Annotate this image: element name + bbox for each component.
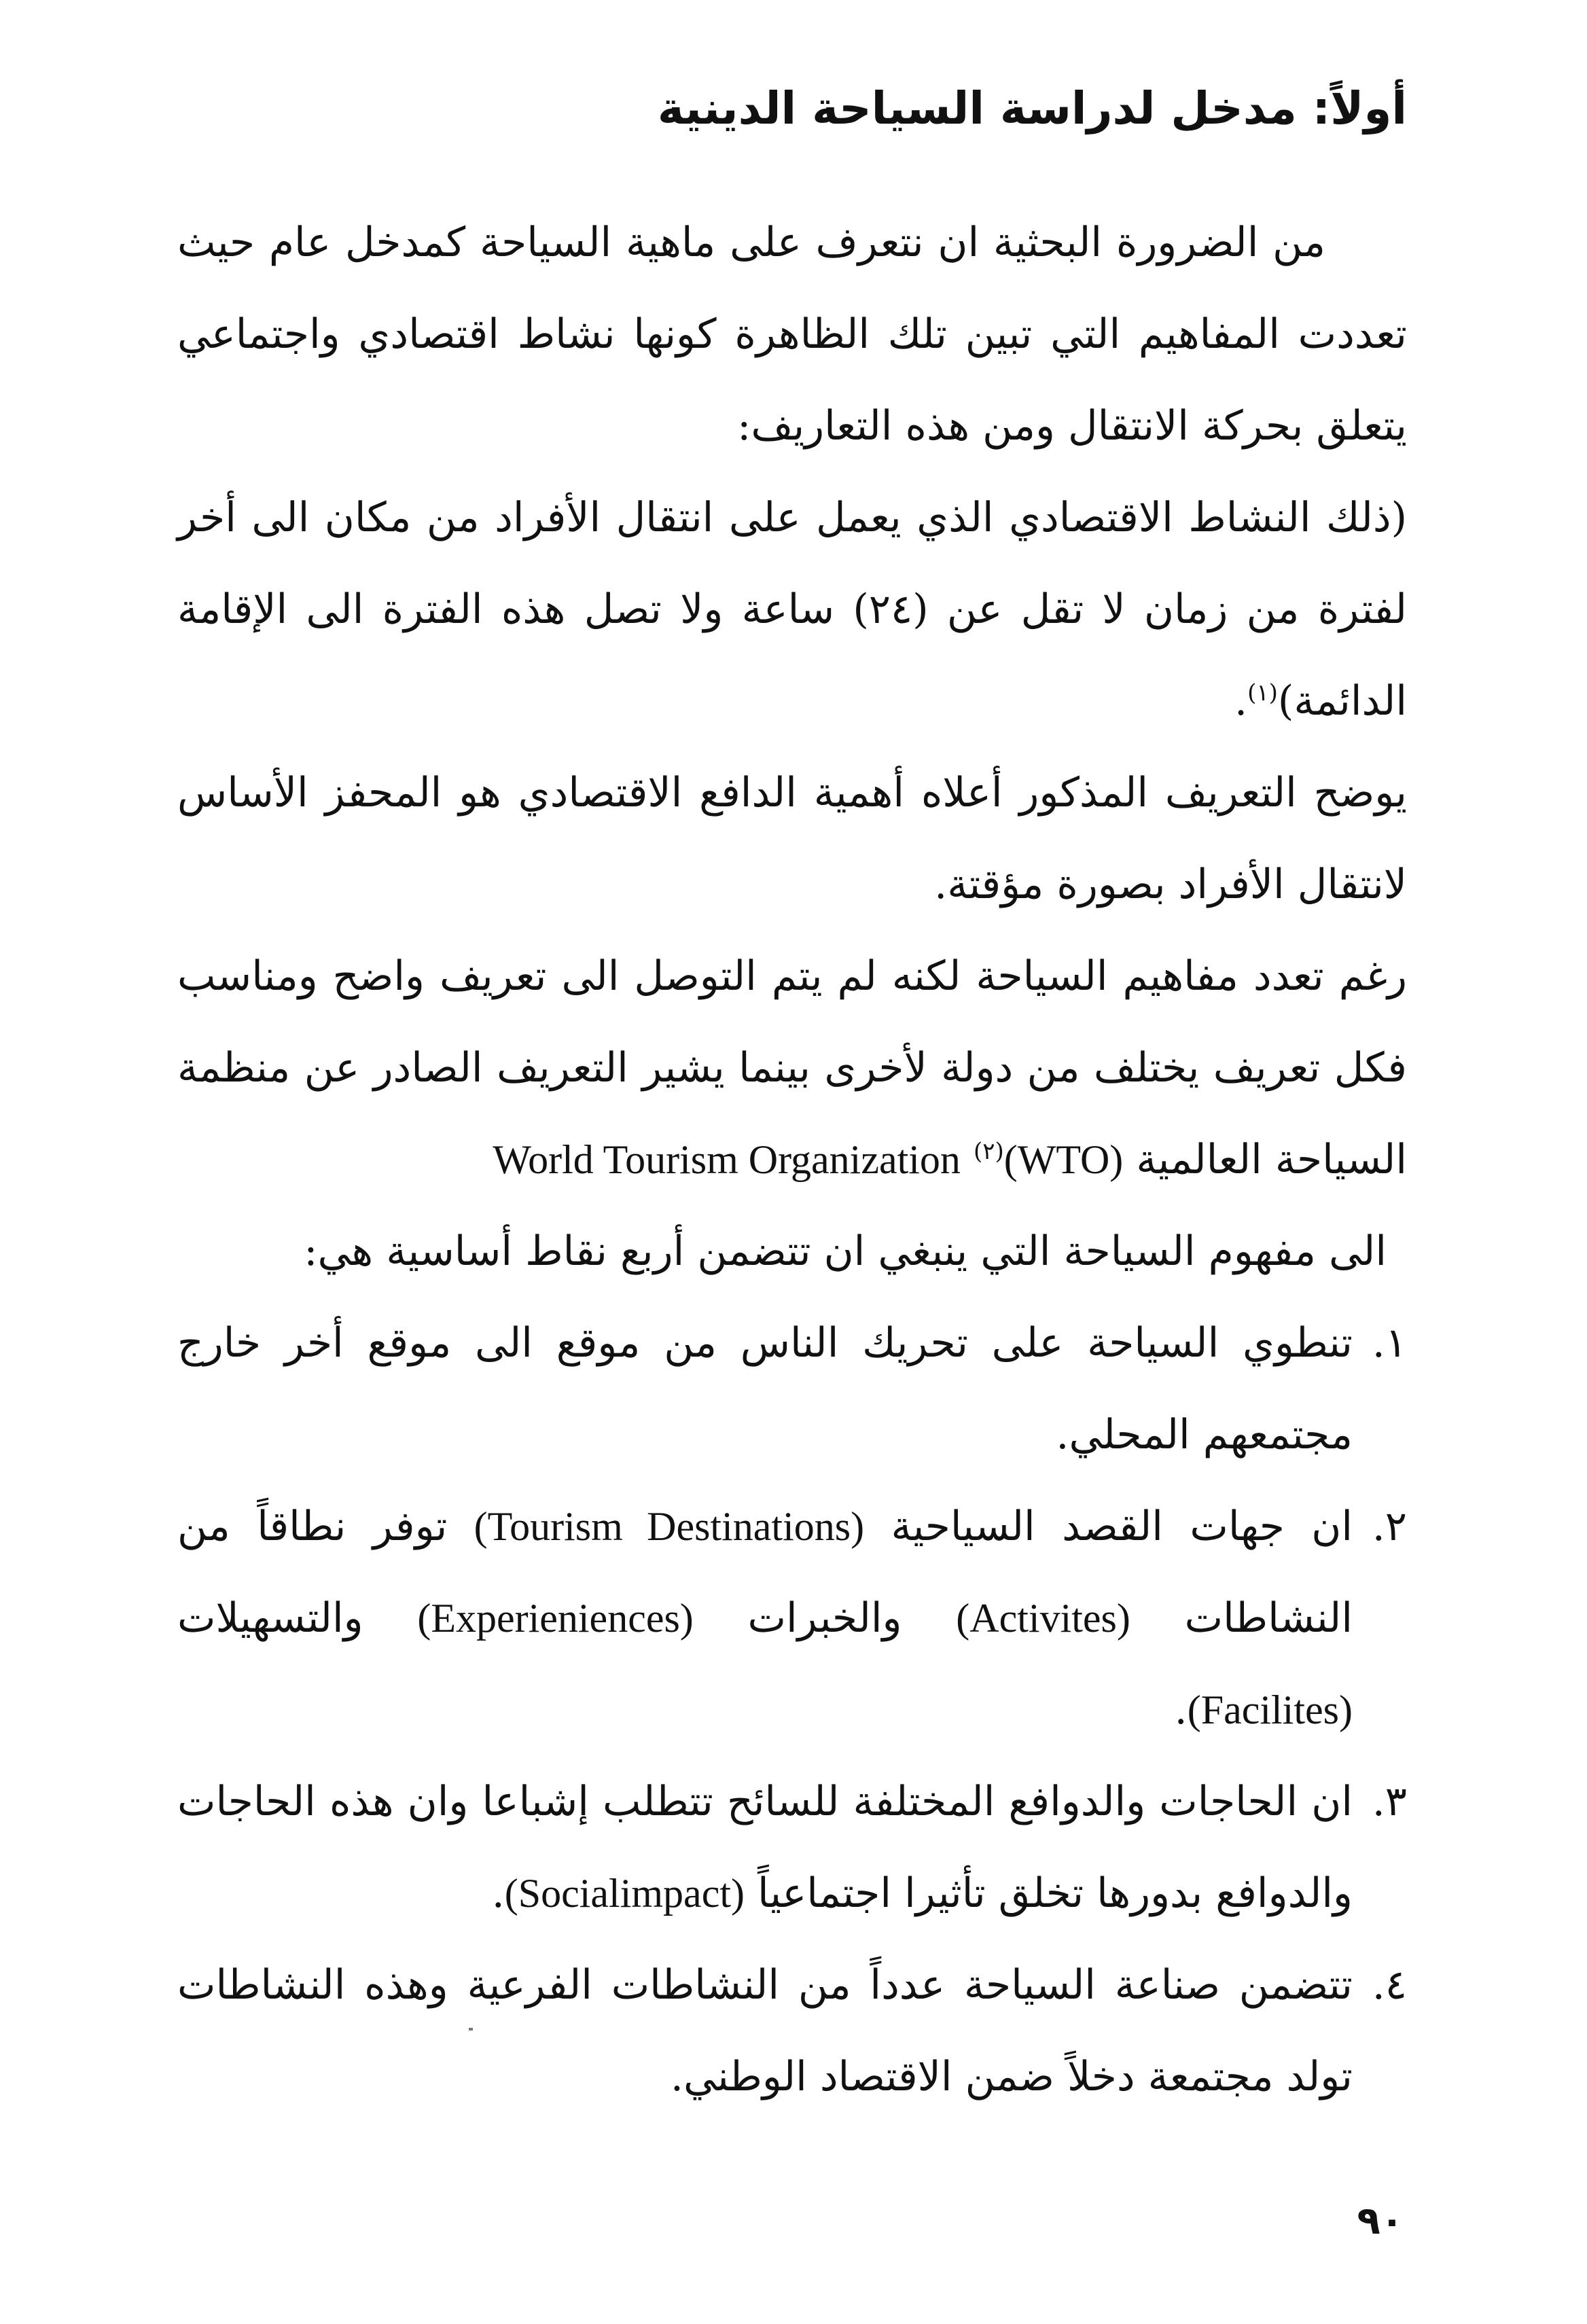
list-item <box>177 1481 1407 1756</box>
section-heading: أولاً: مدخل لدراسة السياحة الدينية <box>657 82 1407 135</box>
wto-paragraph <box>177 931 1407 1206</box>
footnote-ref-2: (٢) <box>974 1138 1004 1165</box>
list-item-term: (Activites) <box>956 1596 1130 1641</box>
list-item <box>177 1939 1407 2123</box>
wto-english-name: World Tourism Organization <box>493 1137 961 1182</box>
list-item-text: والتسهيلات <box>177 1594 418 1642</box>
list-item-text: والخبرات <box>693 1594 957 1642</box>
points-lead: الى مفهوم السياحة التي ينبغي ان تتضمن أربع نقاط أساسية هي: <box>304 1228 1387 1275</box>
list-item-number: ٤. <box>1372 1961 1407 2009</box>
list-item-term: (Facilites) <box>1187 1687 1353 1732</box>
list-item-text: تتضمن صناعة السياحة عدداً من النشاطات الفرعية وهذه النشاطات تولد مجتمعة دخلاً ضمن الاقتصاد الوطني. <box>177 1961 1353 2100</box>
intro-paragraph: من الضرورة البحثية ان نتعرف على ماهية السياحة كمدخل عام حيث تعددت المفاهيم التي تبين تلك الظاهرة كونها نشاط اقتصادي واجتماعي يتعلق بحركة الانتقال ومن هذه التعاريف: <box>177 219 1407 450</box>
list-item <box>177 1298 1407 1481</box>
definition-end: . <box>1234 677 1248 725</box>
points-list <box>177 1298 1407 2123</box>
list-item-text: توفر نطاقاً من النشاطات <box>177 1503 1353 1642</box>
list-item-term: (Experieniences) <box>417 1596 694 1641</box>
list-item <box>177 1756 1407 1939</box>
page-number: ٩٠ <box>1357 2199 1404 2243</box>
list-item-text: ان جهات القصد السياحية <box>864 1503 1353 1550</box>
wto-text: رغم تعدد مفاهيم السياحة لكنه لم يتم التوصل الى تعريف واضح ومناسب فكل تعريف يختلف من دولة لأخرى بينما يشير التعريف الصادر عن منظمة السياحة العالمية <box>177 952 1407 1183</box>
page-content <box>177 75 1407 2123</box>
definition-text: (ذلك النشاط الاقتصادي الذي يعمل على انتقال الأفراد من مكان الى أخر لفترة من زمان لا تقل عن (٢٤) ساعة ولا تصل هذه الفترة الى الإقامة الدائمة) <box>177 494 1407 725</box>
footnote-ref-1: (١) <box>1247 679 1278 707</box>
list-item-text: . <box>1174 1686 1188 1734</box>
list-item-number: ٢. <box>1372 1503 1407 1550</box>
list-item-number: ١. <box>1372 1319 1407 1367</box>
list-item-term: (Tourism Destinations) <box>474 1504 865 1549</box>
wto-abbreviation: (WTO) <box>1003 1137 1124 1182</box>
list-item-text: ان الحاجات والدوافع المختلفة للسائح تتطلب إشباعا وان هذه الحاجات والدوافع بدورها تخلق تأثيرا اجتماعياً <box>177 1778 1353 1917</box>
explanation-paragraph: يوضح التعريف المذكور أعلاه أهمية الدافع الاقتصادي هو المحفز الأساس لانتقال الأفراد بصورة مؤقتة. <box>177 769 1407 908</box>
list-item-number: ٣. <box>1372 1778 1407 1825</box>
list-item-text: تنطوي السياحة على تحريك الناس من موقع الى موقع أخر خارج مجتمعهم المحلي. <box>177 1319 1353 1459</box>
list-item-term: (Socialimpact) <box>504 1871 745 1916</box>
definition-paragraph <box>177 472 1407 747</box>
list-item-text: . <box>491 1870 505 1917</box>
small-mark <box>469 2028 473 2031</box>
